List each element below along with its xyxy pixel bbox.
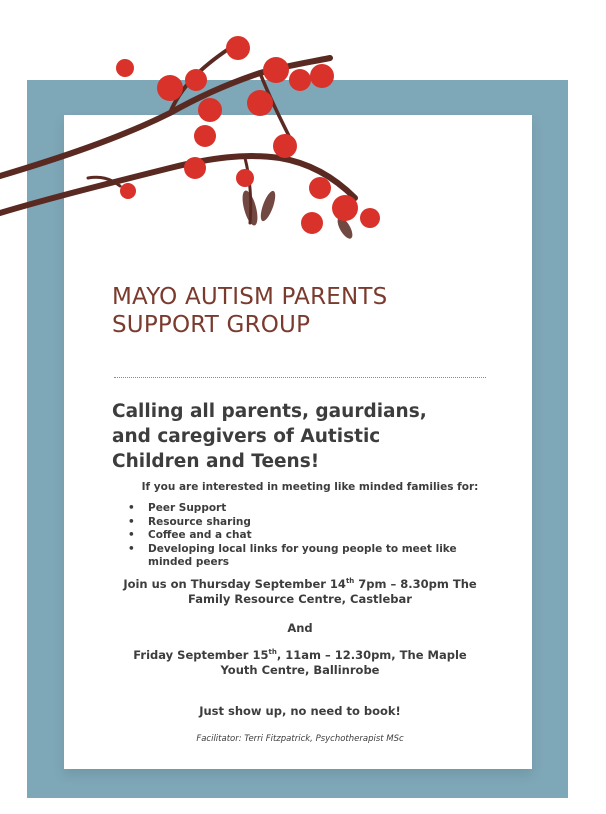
event-thursday-date-suffix: th bbox=[345, 577, 355, 586]
page-title bbox=[112, 283, 512, 339]
headline-line-2: and caregivers of Autistic bbox=[112, 426, 381, 447]
event-thursday-line-1 bbox=[100, 577, 500, 592]
event-friday-line-1 bbox=[100, 648, 500, 663]
title-line-2: SUPPORT GROUP bbox=[112, 312, 311, 338]
event-friday bbox=[100, 648, 500, 678]
headline-line-3: Children and Teens! bbox=[112, 451, 320, 472]
list-item: • Developing local links for young people to meet like minded peers bbox=[128, 543, 498, 570]
divider-line bbox=[114, 377, 486, 378]
list-item: • Resource sharing bbox=[128, 516, 498, 530]
event-thursday-venue: Family Resource Centre, Castlebar bbox=[188, 592, 412, 606]
list-item: • Peer Support bbox=[128, 502, 498, 516]
and-text: And bbox=[287, 621, 313, 635]
event-thursday-time: 7pm – 8.30pm The bbox=[354, 577, 477, 591]
event-friday-date: Friday September 15 bbox=[133, 648, 269, 662]
no-booking-note: Just show up, no need to book! bbox=[199, 704, 401, 718]
headline bbox=[112, 399, 512, 474]
event-friday-venue: Youth Centre, Ballinrobe bbox=[220, 663, 380, 677]
list-item: • Coffee and a chat bbox=[128, 529, 498, 543]
intro-text: If you are interested in meeting like minded families for: bbox=[141, 481, 479, 493]
bullet-list bbox=[128, 502, 498, 570]
event-friday-time: , 11am – 12.30pm, The Maple bbox=[276, 648, 467, 662]
headline-line-1: Calling all parents, gaurdians, bbox=[112, 401, 427, 422]
cherry-blossom-branch-icon bbox=[0, 18, 400, 258]
event-friday-date-suffix: th bbox=[268, 648, 277, 657]
facilitator-credit: Facilitator: Terri Fitzpatrick, Psychotherapist MSc bbox=[196, 734, 404, 744]
event-thursday-date: Join us on Thursday September 14 bbox=[123, 577, 346, 591]
title-line-1: MAYO AUTISM PARENTS bbox=[112, 284, 388, 310]
event-thursday bbox=[100, 577, 500, 607]
